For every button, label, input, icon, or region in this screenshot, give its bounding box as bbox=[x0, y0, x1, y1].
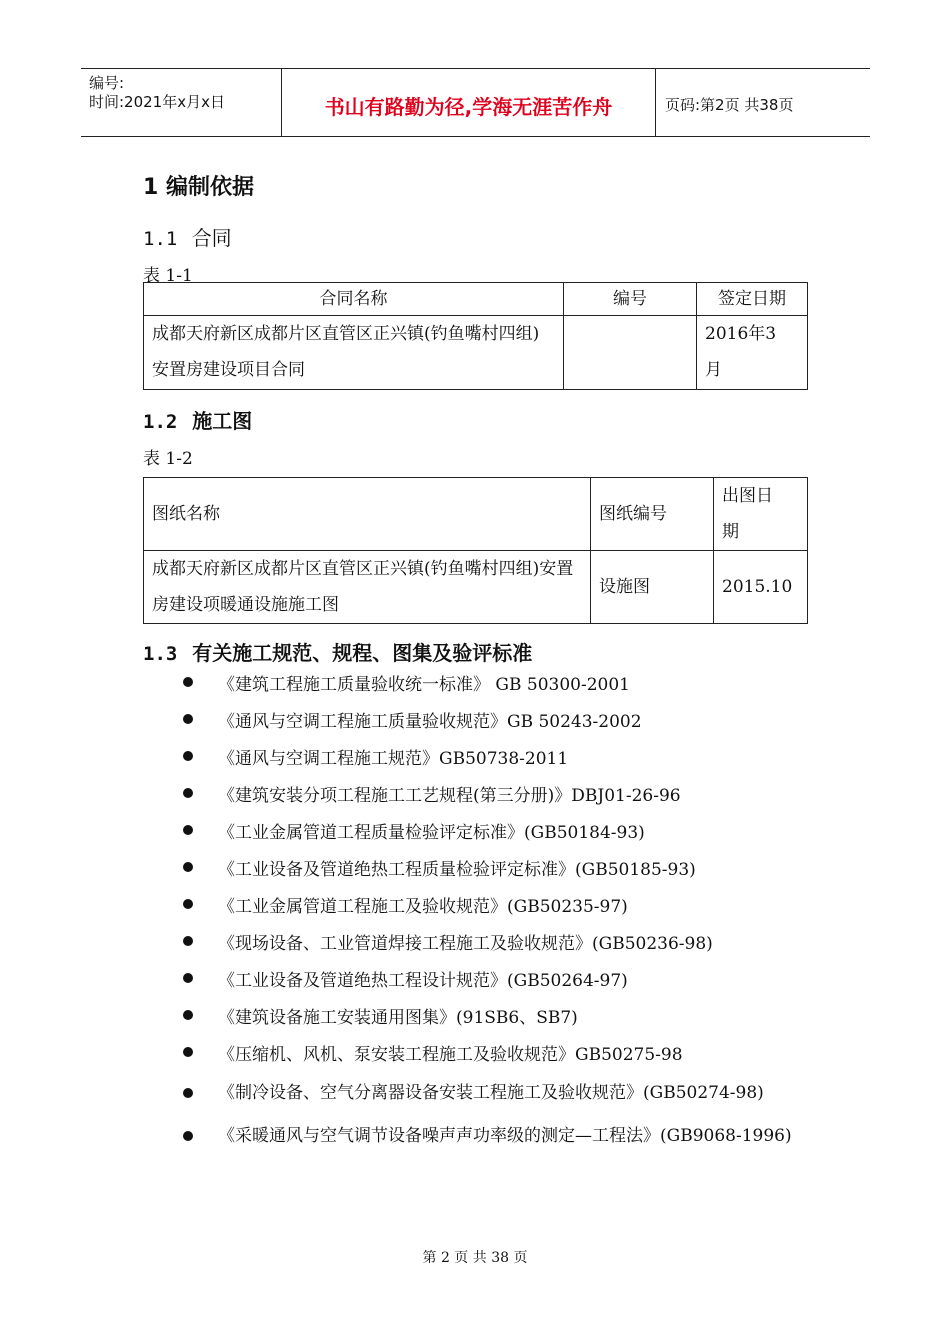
list-item bbox=[143, 741, 808, 778]
doc-time-label: 时间:2021年x月x日 bbox=[89, 93, 225, 111]
section-title: 1 编制依据 bbox=[143, 175, 254, 200]
list-item bbox=[143, 667, 808, 704]
subsection-title: 有关施工规范、规程、图集及验评标准 bbox=[192, 641, 533, 665]
list-item-text: 《工业设备及管道绝热工程质量检验评定标准》(GB50185-93) bbox=[218, 860, 696, 880]
subsection-contract bbox=[143, 222, 232, 251]
bullet-icon bbox=[183, 862, 193, 872]
table-row bbox=[144, 551, 808, 624]
header-cell: 图纸编号 bbox=[591, 478, 714, 551]
subsection-title: 施工图 bbox=[192, 409, 253, 433]
drawings-table bbox=[143, 477, 808, 624]
subsection-standards bbox=[143, 637, 532, 666]
list-item bbox=[143, 1078, 808, 1109]
list-item bbox=[143, 963, 808, 1000]
header-cell: 出图日期 bbox=[714, 478, 808, 551]
contract-code-cell bbox=[564, 316, 697, 390]
list-item-text: 《工业设备及管道绝热工程设计规范》(GB50264-97) bbox=[218, 971, 628, 991]
page-footer: 第 2 页 共 38 页 bbox=[422, 1250, 528, 1266]
list-item bbox=[143, 815, 808, 852]
bullet-icon bbox=[183, 751, 193, 761]
list-item-text: 《工业金属管道工程质量检验评定标准》(GB50184-93) bbox=[218, 823, 645, 843]
bullet-icon bbox=[183, 825, 193, 835]
list-item-text: 《通风与空调工程施工规范》GB50738-2011 bbox=[218, 749, 569, 769]
list-item bbox=[143, 704, 808, 741]
bullet-icon bbox=[183, 714, 193, 724]
subsection-drawings bbox=[143, 405, 252, 434]
bullet-icon bbox=[183, 788, 193, 798]
motto-text: 书山有路勤为径,学海无涯苦作舟 bbox=[324, 95, 613, 119]
bullet-icon bbox=[183, 677, 193, 687]
list-item-text: 《压缩机、风机、泵安装工程施工及验收规范》GB50275-98 bbox=[218, 1045, 683, 1065]
subsection-number: 1.1 bbox=[143, 228, 178, 250]
contract-table bbox=[143, 282, 808, 390]
subsection-title: 合同 bbox=[191, 226, 232, 250]
table-row bbox=[144, 316, 808, 390]
list-item-text: 《建筑安装分项工程施工工艺规程(第三分册)》DBJ01-26-96 bbox=[218, 786, 681, 806]
list-item-text: 《制冷设备、空气分离器设备安装工程施工及验收规范》(GB50274-98) bbox=[218, 1083, 764, 1103]
list-item bbox=[143, 889, 808, 926]
header-page-info bbox=[655, 69, 870, 136]
bullet-icon bbox=[183, 1088, 193, 1098]
contract-name-cell: 成都天府新区成都片区直管区正兴镇(钓鱼嘴村四组)安置房建设项目合同 bbox=[144, 316, 564, 390]
table-caption: 表 1-1 bbox=[143, 266, 193, 286]
standards-list bbox=[143, 667, 808, 1152]
list-item-text: 《采暖通风与空气调节设备噪声声功率级的测定—工程法》(GB9068-1996) bbox=[218, 1126, 792, 1146]
drawing-code-cell: 设施图 bbox=[591, 551, 714, 624]
list-item-text: 《建筑工程施工质量验收统一标准》 GB 50300-2001 bbox=[218, 675, 630, 695]
header-cell: 编号 bbox=[564, 283, 697, 316]
bullet-icon bbox=[183, 899, 193, 909]
table-header-row bbox=[144, 478, 808, 551]
table-caption: 表 1-2 bbox=[143, 449, 193, 469]
bullet-icon bbox=[183, 973, 193, 983]
list-item bbox=[143, 1037, 808, 1074]
list-item bbox=[143, 852, 808, 889]
doc-code-label: 编号: bbox=[89, 74, 125, 92]
header-cell: 签定日期 bbox=[697, 283, 808, 316]
drawing-name-cell: 成都天府新区成都片区直管区正兴镇(钓鱼嘴村四组)安置房建设项暖通设施施工图 bbox=[144, 551, 591, 624]
list-item-text: 《现场设备、工业管道焊接工程施工及验收规范》(GB50236-98) bbox=[218, 934, 713, 954]
bullet-icon bbox=[183, 1010, 193, 1020]
list-item bbox=[143, 926, 808, 963]
drawing-date-cell: 2015.10 bbox=[714, 551, 808, 624]
contract-date-cell: 2016年3月 bbox=[697, 316, 808, 390]
bullet-icon bbox=[183, 1047, 193, 1057]
table-header-row bbox=[144, 283, 808, 316]
list-item-text: 《建筑设备施工安装通用图集》(91SB6、SB7) bbox=[218, 1008, 578, 1028]
header-meta bbox=[81, 69, 281, 136]
header-cell: 合同名称 bbox=[144, 283, 564, 316]
subsection-number: 1.2 bbox=[143, 411, 178, 433]
subsection-number: 1.3 bbox=[143, 643, 178, 665]
bullet-icon bbox=[183, 936, 193, 946]
list-item-text: 《工业金属管道工程施工及验收规范》(GB50235-97) bbox=[218, 897, 628, 917]
page-info-text: 页码:第2页 共38页 bbox=[665, 96, 794, 114]
list-item bbox=[143, 778, 808, 815]
list-item-text: 《通风与空调工程施工质量验收规范》GB 50243-2002 bbox=[218, 712, 642, 732]
list-item bbox=[143, 1121, 808, 1152]
bullet-icon bbox=[183, 1131, 193, 1141]
page-header bbox=[81, 68, 870, 137]
list-item bbox=[143, 1000, 808, 1037]
header-motto bbox=[281, 69, 656, 136]
header-cell: 图纸名称 bbox=[144, 478, 591, 551]
